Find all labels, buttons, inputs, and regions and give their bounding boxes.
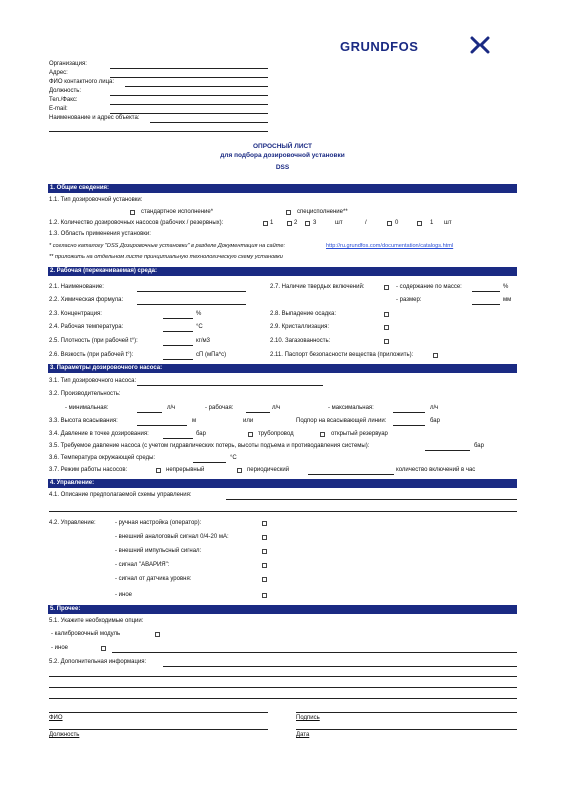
work-temp-unit: °C <box>196 324 203 330</box>
ctrl-manual-checkbox[interactable] <box>262 521 267 526</box>
catalog-link[interactable]: http://ru.grundfos.com/documentation/catalogs.html <box>326 243 454 249</box>
pipe-checkbox[interactable] <box>248 432 253 437</box>
extra-info-line-3[interactable] <box>49 687 517 688</box>
ctrl-alarm-checkbox[interactable] <box>262 563 267 568</box>
passport-label: 2.11. Паспорт безопасности вещества (приложить): <box>270 352 414 358</box>
reserve-1-checkbox[interactable] <box>417 221 422 226</box>
min-label: - минимальная: <box>65 405 109 411</box>
tank-label: открытый резервуар <box>331 431 388 437</box>
ctrl-alarm-label: - сигнал "АВАРИЯ": <box>115 562 170 568</box>
req-pressure-field[interactable] <box>425 450 470 451</box>
ctrl-analog-label: - внешний аналоговый сигнал 0/4-20 мА: <box>115 534 229 540</box>
position-field[interactable] <box>110 95 268 96</box>
viscosity-unit: сП (мПа*с) <box>196 352 227 358</box>
section-5-header: 5. Прочее: <box>48 605 517 614</box>
suction-field[interactable] <box>137 425 187 426</box>
mass-label: - содержание по массе: <box>396 284 462 290</box>
extra-info-label: 5.2. Дополнительная информация: <box>49 659 147 665</box>
passport-checkbox[interactable] <box>433 353 438 358</box>
density-label: 2.5. Плотность (при рабочей t°): <box>49 338 138 344</box>
mode-label: 3.7. Режим работы насосов: <box>49 467 128 473</box>
req-pressure-unit: бар <box>474 443 484 449</box>
object-label: Наименование и адрес объекта: <box>49 115 140 121</box>
mass-field[interactable] <box>472 291 500 292</box>
work-temp-label: 2.4. Рабочая температура: <box>49 324 124 330</box>
calib-checkbox[interactable] <box>155 632 160 637</box>
max-label: - максимальная: <box>328 405 374 411</box>
area-label: 1.3. Область применения установки: <box>49 231 151 237</box>
count-3-checkbox[interactable] <box>305 221 310 226</box>
org-label: Организация: <box>49 61 87 67</box>
ctrl-level-checkbox[interactable] <box>262 577 267 582</box>
special-label: специсполнение** <box>297 209 348 215</box>
control-label: 4.2. Управление: <box>49 520 96 526</box>
ambient-field[interactable] <box>193 462 226 463</box>
grundfos-logo-mark-icon <box>470 36 490 54</box>
tank-checkbox[interactable] <box>320 432 325 437</box>
footnote-1: * согласно каталогу "DSS Дозировочные установки" в разделе Документация на сайте: <box>49 243 286 249</box>
form-subtitle: для подбора дозировочной установки <box>220 152 345 159</box>
dosing-point-unit: бар <box>196 431 206 437</box>
min-field[interactable] <box>137 412 162 413</box>
ctrl-manual-label: - ручная настройка (оператор): <box>115 520 202 526</box>
pump-type-label: 3.1. Тип дозировочного насоса: <box>49 378 137 384</box>
inlet-pressure-label: Подпор на всасывающей линии: <box>296 418 387 424</box>
ctrl-pulse-label: - внешний импульсный сигнал: <box>115 548 202 554</box>
count-3-label: 3 <box>313 220 317 226</box>
pump-count-label: 1.2. Количество дозировочных насосов (рабочих / резервных): <box>49 220 224 226</box>
work-unit: л/ч <box>272 405 281 411</box>
position-label: Должность: <box>49 88 82 94</box>
crystal-label: 2.9. Кристаллизация: <box>270 324 330 330</box>
calib-label: - калибровочный модуль <box>51 631 121 637</box>
min-unit: л/ч <box>167 405 176 411</box>
viscosity-field[interactable] <box>163 359 193 360</box>
other-option-label: - иное <box>51 645 69 651</box>
extra-info-line-2[interactable] <box>49 676 517 677</box>
sign-label: Подпись <box>296 715 320 721</box>
reserve-1-label: 1 <box>430 220 434 226</box>
ctrl-other-checkbox[interactable] <box>262 593 267 598</box>
pipe-label: трубопровод <box>258 431 294 437</box>
control-desc-label: 4.1. Описание предполагаемой схемы управления: <box>49 492 192 498</box>
date-field[interactable] <box>296 729 517 730</box>
continuous-label: непрерывный <box>166 467 205 473</box>
sediment-label: 2.8. Выпадение осадка: <box>270 311 337 317</box>
position-sign-field[interactable] <box>49 729 268 730</box>
solids-checkbox[interactable] <box>384 285 389 290</box>
max-field[interactable] <box>393 412 425 413</box>
control-desc-field-2[interactable] <box>49 511 517 512</box>
phone-field[interactable] <box>110 104 268 105</box>
max-unit: л/ч <box>430 405 439 411</box>
count-2-checkbox[interactable] <box>287 221 292 226</box>
contact-person-field[interactable] <box>125 86 268 87</box>
sht-label-2: шт <box>444 220 452 226</box>
suction-label: 3.3. Высота всасывания: <box>49 418 118 424</box>
extra-info-field[interactable] <box>163 666 517 667</box>
size-label: - размер: <box>396 297 422 303</box>
inlet-pressure-field[interactable] <box>393 425 425 426</box>
formula-field[interactable] <box>137 304 246 305</box>
switches-field[interactable] <box>308 474 394 475</box>
switches-label: количество включений в час <box>396 467 476 473</box>
count-1-checkbox[interactable] <box>263 221 268 226</box>
slash-label: / <box>365 220 367 226</box>
or-label: или <box>243 418 254 424</box>
address-field[interactable] <box>110 77 268 78</box>
concentration-unit: % <box>196 311 202 317</box>
section-2-header: 2. Рабочая (перекачиваемая) среда: <box>48 267 517 276</box>
standard-checkbox[interactable] <box>130 210 135 215</box>
size-field[interactable] <box>472 304 500 305</box>
viscosity-label: 2.6. Вязкость (при рабочей t°): <box>49 352 134 358</box>
periodic-label: периодический <box>247 467 290 473</box>
date-label: Дата <box>296 732 310 738</box>
reserve-0-label: 0 <box>395 220 399 226</box>
section-1-header: 1. Общие сведения: <box>48 184 517 193</box>
count-1-label: 1 <box>270 220 274 226</box>
dosing-point-field[interactable] <box>163 438 193 439</box>
fio-field[interactable] <box>49 712 268 713</box>
continuous-checkbox[interactable] <box>156 468 161 473</box>
work-field[interactable] <box>246 412 270 413</box>
ctrl-level-label: - сигнал от датчика уровня: <box>115 576 192 582</box>
grundfos-logo: GRUNDFOS <box>340 39 419 54</box>
periodic-checkbox[interactable] <box>237 468 242 473</box>
other-option-checkbox[interactable] <box>101 646 106 651</box>
inlet-pressure-unit: бар <box>430 418 440 424</box>
org-field[interactable] <box>110 68 268 69</box>
formula-label: 2.2. Химическая формула: <box>49 297 124 303</box>
crystal-checkbox[interactable] <box>384 325 389 330</box>
medium-name-label: 2.1. Наименование: <box>49 284 104 290</box>
ctrl-other-label: - иное <box>115 592 133 598</box>
section-3-header: 3. Параметры дозировочного насоса: <box>48 364 517 373</box>
footnote-2: ** приложить на отдельном листе принципиальную технологическую схему установки <box>49 254 283 260</box>
extra-info-line-4[interactable] <box>49 698 517 699</box>
special-checkbox[interactable] <box>286 210 291 215</box>
phone-label: Тел./Факс: <box>49 97 78 103</box>
sht-label: шт <box>335 220 343 226</box>
medium-name-field[interactable] <box>137 291 246 292</box>
performance-label: 3.2. Производительность: <box>49 391 121 397</box>
gas-label: 2.10. Загазованность: <box>270 338 331 344</box>
reserve-0-checkbox[interactable] <box>387 221 392 226</box>
ambient-label: 3.6. Температура окружающей среды: <box>49 455 156 461</box>
gas-checkbox[interactable] <box>384 339 389 344</box>
section-4-header: 4. Управление: <box>48 479 517 488</box>
count-2-label: 2 <box>294 220 298 226</box>
concentration-field[interactable] <box>163 318 193 319</box>
work-label: - рабочая: <box>205 405 234 411</box>
work-temp-field[interactable] <box>163 331 193 332</box>
email-field[interactable] <box>110 113 268 114</box>
position-footer-label: Должность <box>49 732 80 738</box>
object-field[interactable] <box>150 122 268 123</box>
dosing-point-label: 3.4. Давление в точке дозирования: <box>49 431 149 437</box>
sediment-checkbox[interactable] <box>384 312 389 317</box>
address-label: Адрес: <box>49 70 68 76</box>
density-field[interactable] <box>163 345 193 346</box>
install-type-label: 1.1. Тип дозировочной установки: <box>49 197 143 203</box>
form-title: ОПРОСНЫЙ ЛИСТ <box>253 143 312 150</box>
other-option-field[interactable] <box>112 652 517 653</box>
object-field-2[interactable] <box>49 131 268 132</box>
ambient-unit: °C <box>230 455 237 461</box>
suction-unit: м <box>192 418 197 424</box>
mass-unit: % <box>503 284 509 290</box>
ctrl-analog-checkbox[interactable] <box>262 535 267 540</box>
size-unit: мм <box>503 297 512 303</box>
pump-type-field[interactable] <box>137 385 323 386</box>
concentration-label: 2.3. Концентрация: <box>49 311 102 317</box>
req-pressure-label: 3.5. Требуемое давление насоса (с учетом гидравлических потерь, высоты подъема и противодавления системы): <box>49 443 370 449</box>
email-label: E-mail: <box>49 106 68 112</box>
options-label: 5.1. Укажите необходимые опции: <box>49 618 144 624</box>
standard-label: стандартное исполнение* <box>141 209 214 215</box>
sign-field[interactable] <box>296 712 517 713</box>
ctrl-pulse-checkbox[interactable] <box>262 549 267 554</box>
fio-label: ФИО <box>49 715 63 721</box>
density-unit: кг/м3 <box>196 338 210 344</box>
form-product: DSS <box>275 164 290 171</box>
contact-person-label: ФИО контактного лица: <box>49 79 115 85</box>
solids-label: 2.7. Наличие твердых включений: <box>270 284 365 290</box>
control-desc-field[interactable] <box>226 499 517 500</box>
